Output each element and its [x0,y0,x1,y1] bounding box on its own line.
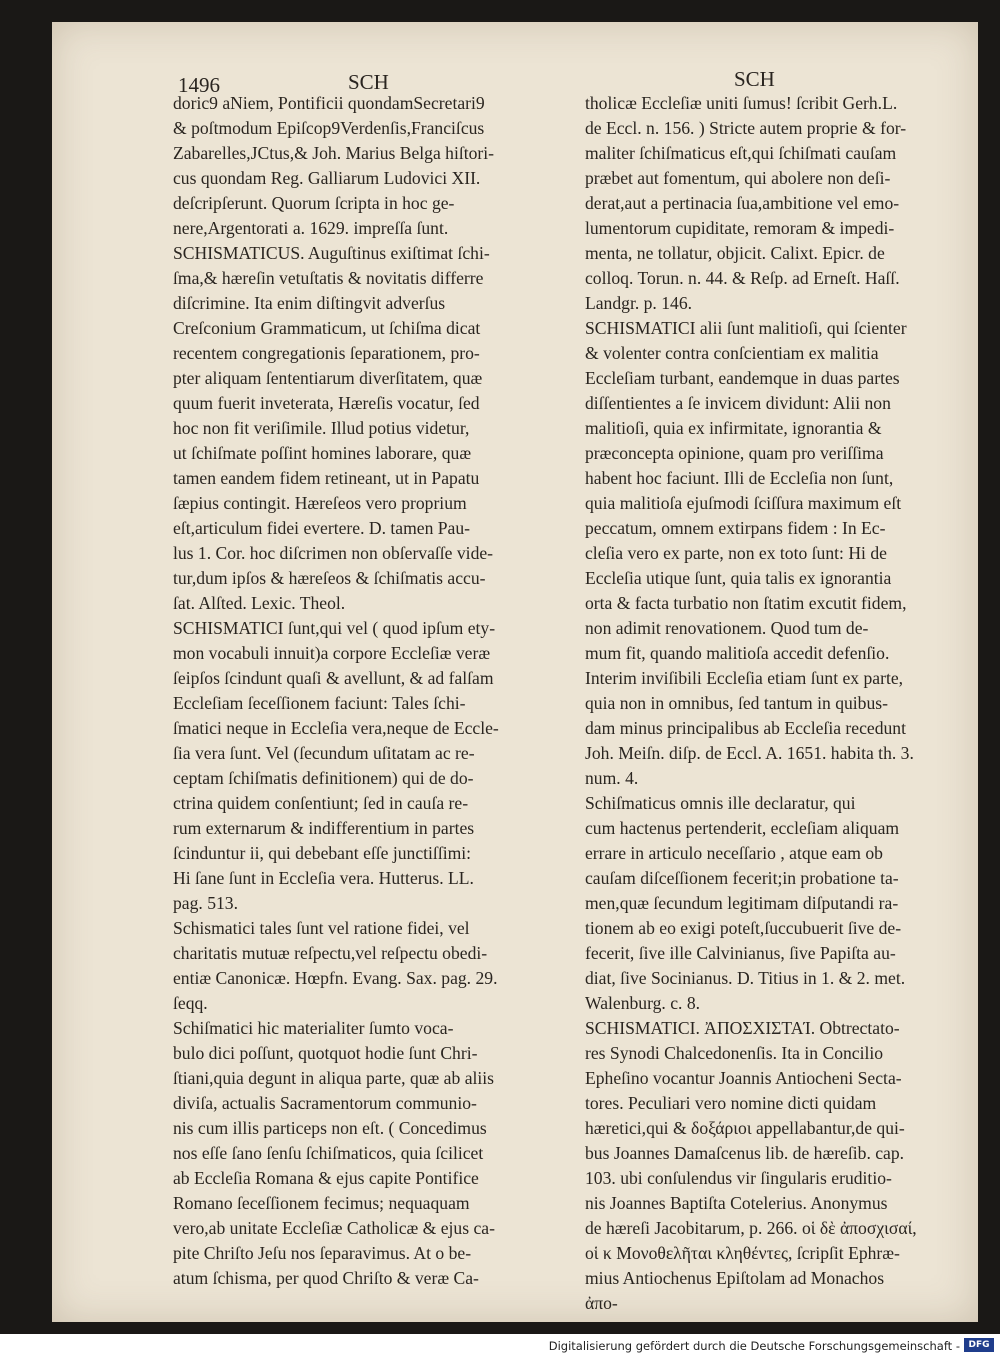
text-line: Romano ſeceſſionem fecimus; nequaquam [173,1193,470,1213]
text-line: mum fit, quando malitioſa accedit defenſio. [585,643,890,663]
text-line: Schiſmaticus omnis ille declaratur, qui [585,793,856,813]
left-column-text [173,91,573,1291]
text-line: ſia vera ſunt. Vel (ſecundum uſitatam ac re- [173,743,475,763]
text-line: Walenburg. c. 8. [585,993,701,1013]
text-line: ſcinduntur ii, qui debebant eſſe junctiſſimi: [173,843,472,863]
text-line: tur,dum ipſos & hæreſeos & ſchiſmatis accu- [173,568,486,588]
text-line: ut ſchiſmate poſſint homines laborare, quæ [173,443,472,463]
text-line: Zabarelles,JCtus,& Joh. Marius Belga hiſtori- [173,143,495,163]
digitization-footer [0,1334,1000,1358]
text-line: pag. 513. [173,893,238,913]
text-line: Eccleſiam ſeceſſionem faciunt: Tales ſchi- [173,693,466,713]
text-line: de hæreſi Jacobitarum, p. 266. οἱ δὲ ἀποσχισαί, [585,1218,917,1238]
text-line: ab Eccleſia Romana & ejus capite Pontifice [173,1168,479,1188]
text-line: num. 4. [585,768,639,788]
text-line: colloq. Torun. n. 44. & Reſp. ad Erneſt. Haſſ. [585,268,900,288]
text-line: charitatis mutuæ reſpectu,vel reſpectu obedi- [173,943,488,963]
text-line: ſæpius contingit. Hæreſeos vero proprium [173,493,467,513]
text-line: cleſia vero ex parte, non ex toto ſunt: Hi de [585,543,887,563]
running-head-left: SCH [348,70,389,94]
text-line: præconcepta opinione, quam pro veriſſima [585,443,884,463]
text-line: hoc non fit veriſimile. Illud potius videtur, [173,418,470,438]
text-line: pter aliquam ſententiarum diverſitatem, quæ [173,368,483,388]
text-line: nis Joannes Baptiſta Cotelerius. Anonymus [585,1193,888,1213]
text-line: fecerit, ſive ille Calvinianus, ſive Papiſta au- [585,943,896,963]
text-line: maliter ſchiſmaticus eſt,qui ſchiſmati cauſam [585,143,897,163]
text-line: diſcrimine. Ita enim diſtingvit adverſus [173,293,446,313]
text-line: SCHISMATICI. ἈΠΟΣΧΙΣΤΑΊ. Obtrectato- [585,1018,900,1038]
text-line: entiæ Canonicæ. Hœpfn. Evang. Sax. pag. 29. [173,968,498,988]
text-line: tores. Peculiari vero nomine dicti quidam [585,1093,877,1113]
text-line: res Synodi Chalcedonenſis. Ita in Concilio [585,1043,884,1063]
text-line: de Eccl. n. 156. ) Stricte autem proprie & for- [585,118,907,138]
text-line: οἱ κ Μονοθελῆται κληθέντες, ſcripſit Ephræ- [585,1243,900,1263]
text-line: ſeipſos ſcindunt quaſi & avellunt, & ad falſam [173,668,494,688]
text-line: tholicæ Eccleſiæ uniti ſumus! ſcribit Gerh.L. [585,93,898,113]
text-line: orta & facta turbatio non ſtatim excutit fidem, [585,593,907,613]
text-line: rum externarum & indifferentium in partes [173,818,475,838]
text-line: ceptam ſchiſmatis definitionem) qui de do- [173,768,474,788]
text-line: bulo dici poſſunt, quotquot hodie ſunt Chri- [173,1043,478,1063]
text-line: nis cum illis particeps non eſt. ( Concedimus [173,1118,487,1138]
text-line: menta, ne tollatur, objicit. Calixt. Epicr. de [585,243,885,263]
text-line: præbet aut fomentum, qui abolere non deſi- [585,168,891,188]
text-line: ſmatici neque in Eccleſia vera,neque de Eccle- [173,718,499,738]
text-line: & volenter contra conſcientiam ex malitia [585,343,879,363]
text-line: mon vocabuli innuit)a corpore Eccleſiæ veræ [173,643,491,663]
text-line: Interim inviſibili Eccleſia etiam ſunt ex parte, [585,668,904,688]
text-line: recentem congregationis ſeparationem, pro- [173,343,480,363]
text-line: bus Joannes Damaſcenus lib. de hæreſib. cap. [585,1143,905,1163]
text-line: quum fuerit inveterata, Hæreſis vocatur, ſed [173,393,480,413]
text-line: nos eſſe ſano ſenſu ſchiſmaticos, quia ſcilicet [173,1143,484,1163]
text-line: atum ſchisma, per quod Chriſto & veræ Ca- [173,1268,479,1288]
text-line: errare in articulo neceſſario , atque eam ob [585,843,883,863]
text-line: SCHISMATICUS. Auguſtinus exiſtimat ſchi- [173,243,490,263]
text-line: SCHISMATICI ſunt,qui vel ( quod ipſum ety- [173,618,496,638]
text-line: malitioſi, quia ex infirmitate, ignorantia & [585,418,882,438]
text-line: men,quæ ſecundum legitimam diſputandi ra- [585,893,899,913]
page-number: 1496 [178,73,220,97]
text-line: lumentorum cupiditate, remoram & impedi- [585,218,895,238]
text-line: Joh. Meiſn. diſp. de Eccl. A. 1651. habita th. 3. [585,743,914,763]
text-line: habent hoc faciunt. Illi de Eccleſia non ſunt, [585,468,894,488]
text-line: doric9 aNiem, Pontificii quondamSecretari9 [173,93,485,113]
text-line: ἀπο- [585,1293,618,1313]
text-line: pite Chriſto Jeſu nos ſeparavimus. At o be- [173,1243,472,1263]
text-line: Landgr. p. 146. [585,293,693,313]
text-line: quia non in omnibus, ſed tantum in quibus- [585,693,888,713]
text-line: Eccleſia utique ſunt, quia talis ex ignorantia [585,568,892,588]
text-line: quia malitioſa ejuſmodi ſciſſura maximum eſt [585,493,902,513]
text-line: hæretici,qui & δοξάριοι appellabantur,de qui- [585,1118,905,1138]
text-line: diat, ſive Socinianus. D. Titius in 1. & 2. met. [585,968,906,988]
text-line: deſcripſerunt. Quorum ſcripta in hoc ge- [173,193,455,213]
text-line: Schismatici tales ſunt vel ratione fidei, vel [173,918,470,938]
text-line: Hi ſane ſunt in Eccleſia vera. Hutterus. LL. [173,868,474,888]
text-line: cus quondam Reg. Galliarum Ludovici XII. [173,168,481,188]
text-line: ſma,& hæreſin vetuſtatis & novitatis differre [173,268,484,288]
right-column-text [585,91,985,1316]
text-line: eſt,articulum fidei evertere. D. tamen Pau- [173,518,471,538]
text-line: & poſtmodum Epiſcop9Verdenſis,Franciſcus [173,118,485,138]
text-line: non adimit renovationem. Quod tum de- [585,618,869,638]
text-line: derat,aut a pertinacia ſua,ambitione vel emo- [585,193,900,213]
text-line: nere,Argentorati a. 1629. impreſſa ſunt. [173,218,449,238]
text-line: diſſentientes a ſe invicem dividunt: Alii non [585,393,891,413]
text-line: lus 1. Cor. hoc diſcrimen non obſervaſſe vide- [173,543,494,563]
book-page [52,22,978,1322]
text-line: Creſconium Grammaticum, ut ſchiſma dicat [173,318,481,338]
text-line: tamen eandem fidem retineant, ut in Papatu [173,468,480,488]
text-line: 103. ubi conſulendus vir ſingularis eruditio- [585,1168,892,1188]
funding-credit: Digitalisierung gefördert durch die Deutsche Forschungsgemeinschaft - [548,1339,960,1353]
text-line: cauſam diſceſſionem fecerit;in probatione ta- [585,868,899,888]
text-line: diviſa, actualis Sacramentorum communio- [173,1093,477,1113]
text-line: vero,ab unitate Eccleſiæ Catholicæ & ejus ca- [173,1218,495,1238]
text-line: mius Antiochenus Epiſtolam ad Monachos [585,1268,885,1288]
text-line: peccatum, omnem extirpans fidem : In Ec- [585,518,886,538]
text-line: ſtiani,quia degunt in aliqua parte, quæ ab aliis [173,1068,495,1088]
dfg-logo: DFG [964,1338,994,1352]
text-line: cum hactenus pertenderit, eccleſiam aliquam [585,818,900,838]
text-line: ſeqq. [173,993,208,1013]
text-line: SCHISMATICI alii ſunt malitioſi, qui ſcienter [585,318,907,338]
text-line: ſat. Alſted. Lexic. Theol. [173,593,346,613]
text-line: Eccleſiam turbant, eandemque in duas partes [585,368,900,388]
text-line: Schiſmatici hic materialiter ſumto voca- [173,1018,454,1038]
running-head-right: SCH [734,67,775,91]
text-line: tionem ab eo exigi poteſt,ſuccubuerit ſive de- [585,918,902,938]
text-line: Epheſino vocantur Joannis Antiocheni Secta- [585,1068,902,1088]
text-line: dam minus principalibus ab Eccleſia recedunt [585,718,906,738]
text-line: ctrina quidem conſentiunt; ſed in cauſa re- [173,793,469,813]
